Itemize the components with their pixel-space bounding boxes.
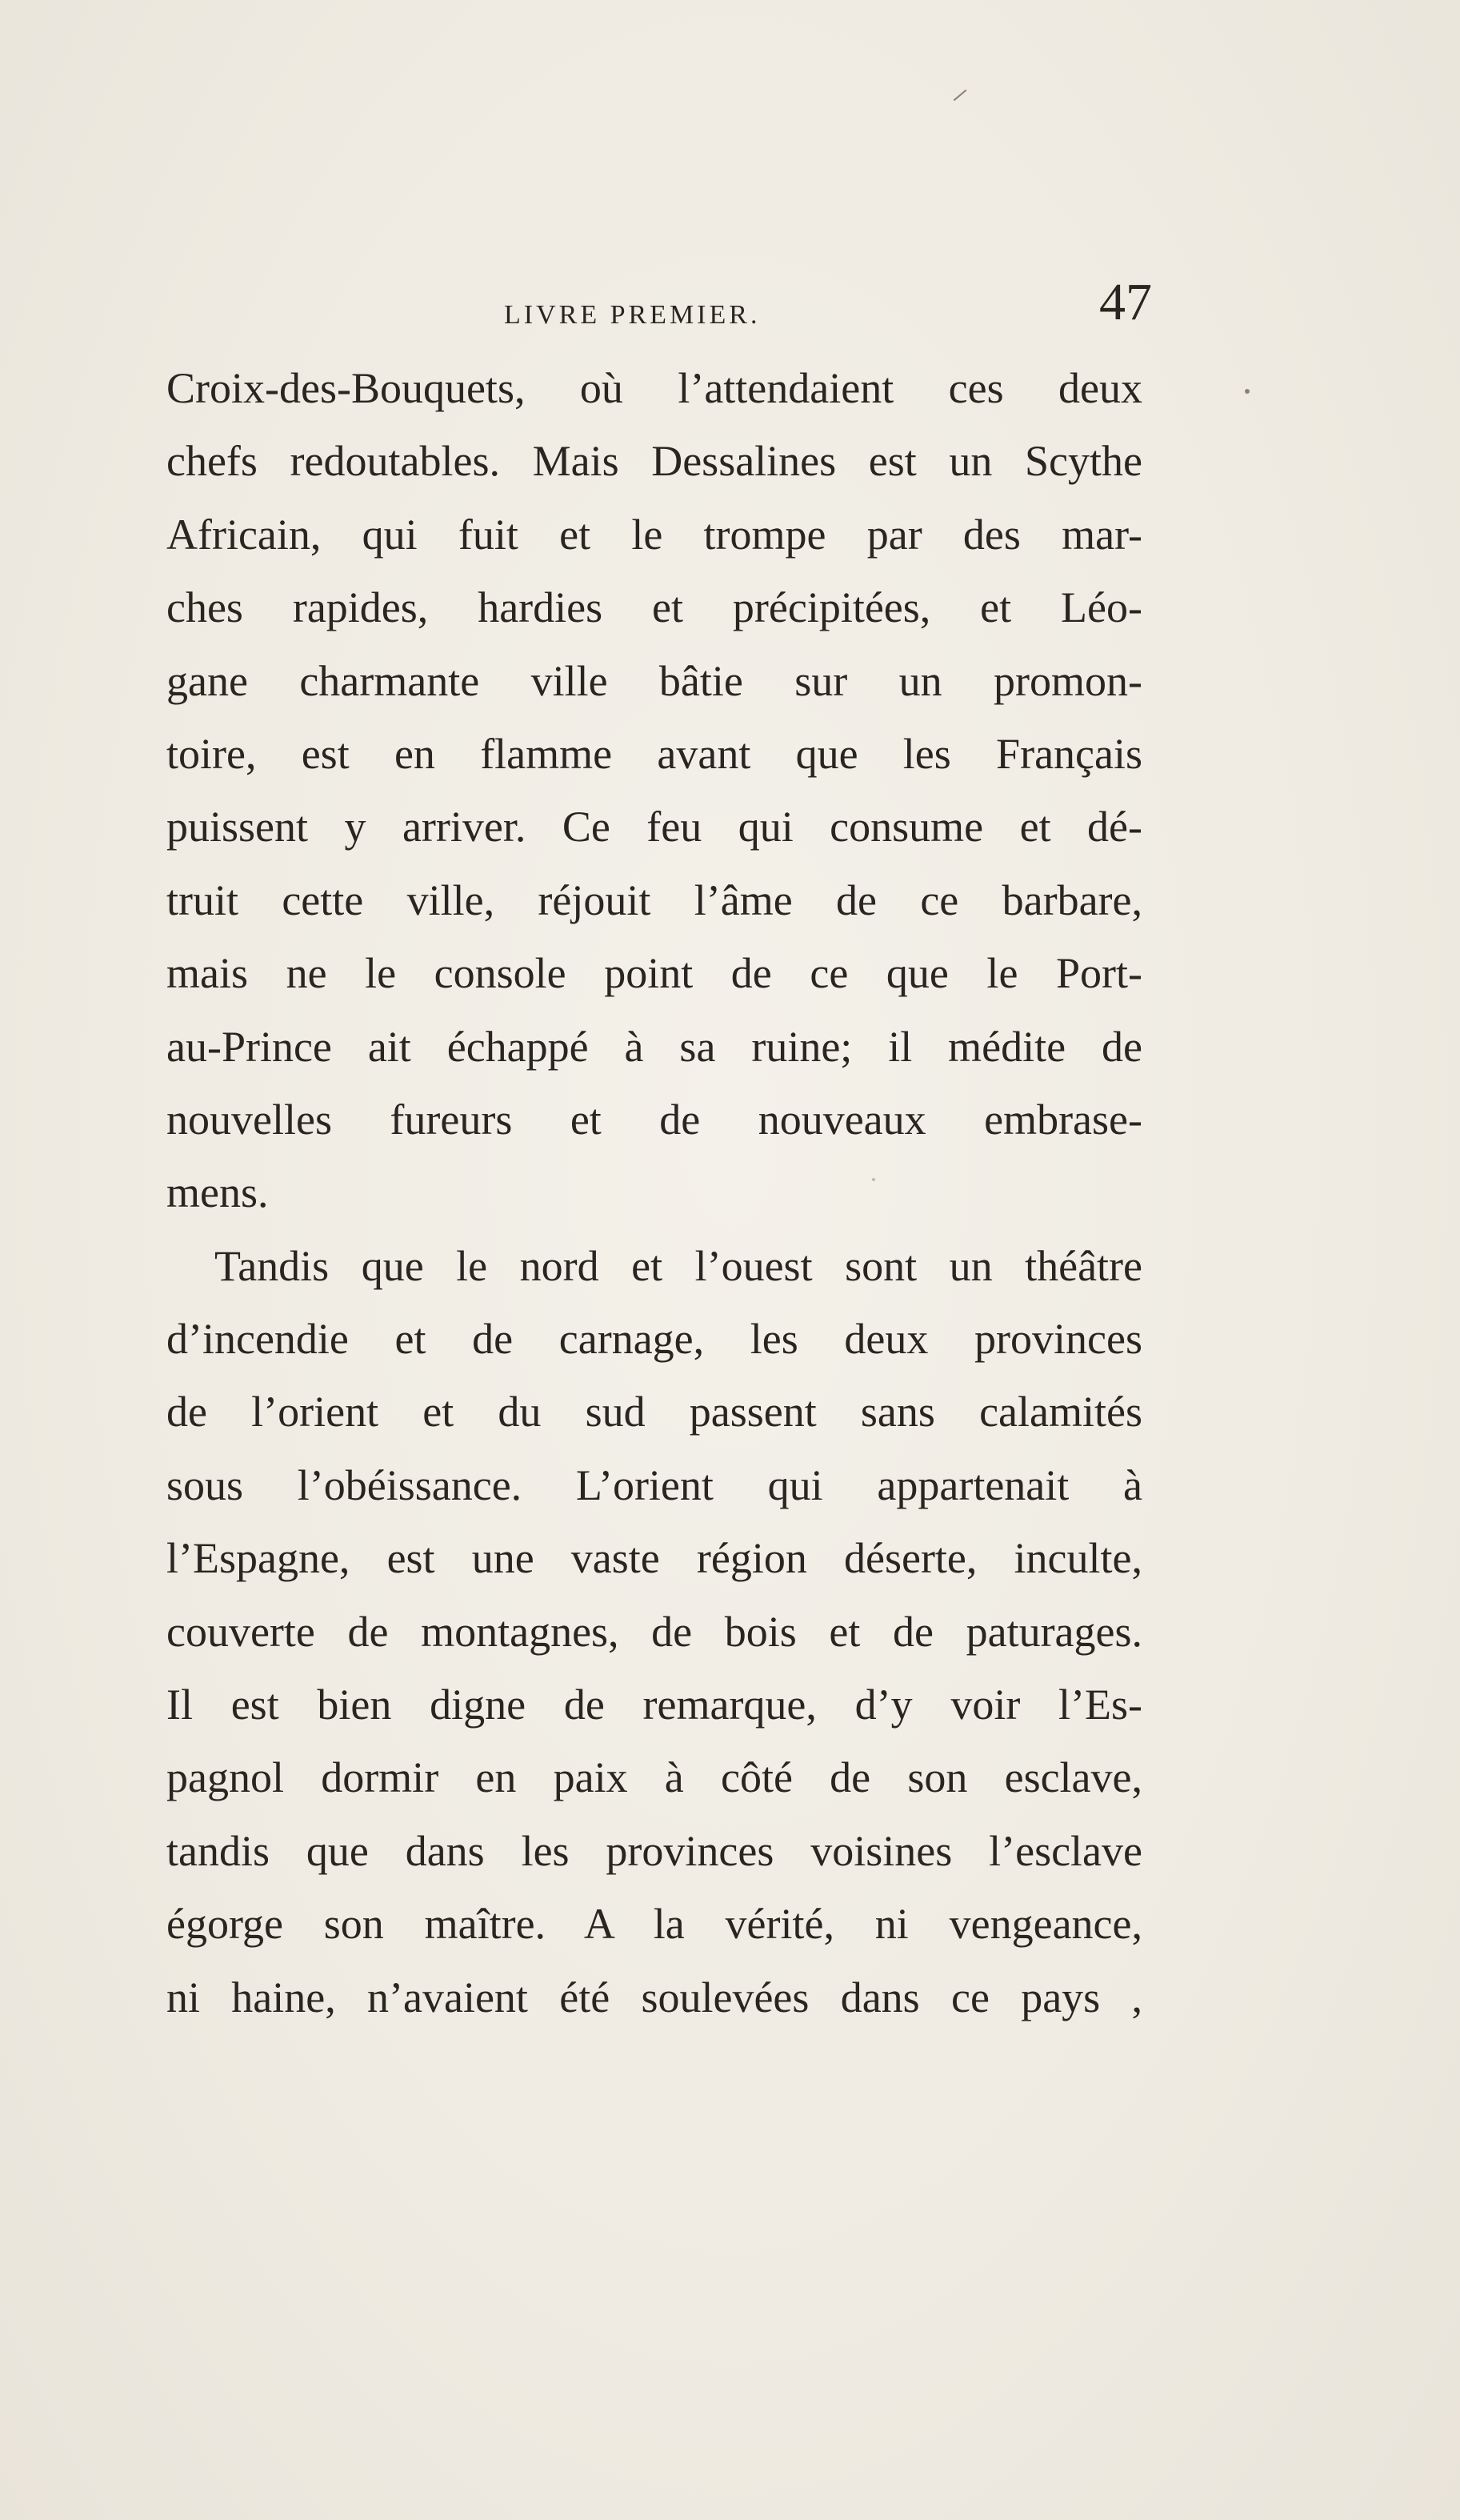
text-line: mens. [166,1168,269,1217]
text-line: Croix-des-Bouquets, où l’attendaient ces deux [166,364,1142,412]
paper-speck [954,90,967,101]
page-header [168,273,1152,348]
text-line: d’incendie et de carnage, les deux provinces [166,1315,1142,1364]
paper-speck [872,1178,875,1181]
text-line: sous l’obéissance. L’orient qui appartenait à [166,1460,1142,1509]
text-line: toire, est en flamme avant que les Français [166,729,1142,778]
text-line: puissent y arriver. Ce feu qui consume et dé- [166,803,1142,851]
paper-speck [1245,389,1250,394]
text-line: chefs redoutables. Mais Dessalines est un Scythe [166,437,1142,486]
text-line: gane charmante ville bâtie sur un promon- [166,656,1142,705]
text-line: ni haine, n’avaient été soulevées dans ce pays , [166,1973,1142,2021]
text-line: égorge son maître. A la vérité, ni vengeance, [166,1900,1142,1949]
text-line: Il est bien digne de remarque, d’y voir l’Es- [166,1681,1142,1729]
text-line: nouvelles fureurs et de nouveaux embrase- [166,1095,1142,1144]
text-line: l’Espagne, est une vaste région déserte, inculte, [166,1534,1142,1583]
text-line: de l’orient et du sud passent sans calamités [166,1388,1142,1436]
text-line: au-Prince ait échappé à sa ruine; il médite de [166,1022,1142,1071]
text-line: Tandis que le nord et l’ouest sont un théâtre [214,1241,1142,1290]
text-line: mais ne le console point de ce que le Port- [166,949,1142,998]
running-head: LIVRE PREMIER. [504,300,761,330]
text-line: pagnol dormir en paix à côté de son esclave, [166,1753,1142,1802]
body-text [166,352,1142,2034]
text-line: Africain, qui fuit et le trompe par des mar- [166,510,1142,559]
page-number: 47 [1099,273,1152,331]
text-line: tandis que dans les provinces voisines l’esclave [166,1826,1142,1875]
text-line: truit cette ville, réjouit l’âme de ce barbare, [166,875,1142,924]
text-line: ches rapides, hardies et précipitées, et Léo- [166,583,1142,632]
text-line: couverte de montagnes, de bois et de paturages. [166,1607,1142,1656]
